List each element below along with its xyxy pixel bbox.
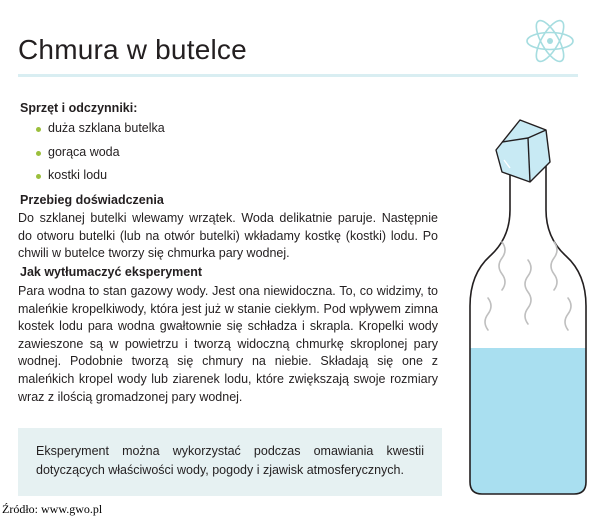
procedure-text: Do szklanej butelki wlewamy wrzątek. Woda delikatnie paruje. Następnie do otworu butelki (lub na otwór butelki) wkładamy kostkę (kostki) lodu. Po chwili w butelce tworzy się chmurka pary wodnej.	[18, 211, 438, 261]
list-item: gorąca woda	[36, 145, 165, 169]
equipment-heading: Sprzęt i odczynniki:	[20, 101, 138, 115]
note-box	[18, 428, 442, 496]
explanation-text: Para wodna to stan gazowy wody. Jest ona niewidoczna. To, co widzimy, to maleńkie kropelkiwody, która jest już w stanie ciekłym. Pod wpływem zimna kostek lodu para wodna gwałtownie się schładza i skrapla. Kropelki wody zawieszone są w powietrzu i tworzą widoczną chmurkę skroplonej pary wodnej. Podobnie tworzą się chmury na niebie. Składają się one z maleńkich kropel wody lub ziarenek lodu, które zwiększają swoje rozmiary wraz z ilością gromadzonej pary wodnej.	[18, 284, 438, 404]
procedure-heading: Przebieg doświadczenia	[20, 193, 164, 207]
water	[470, 348, 586, 494]
source-credit: Źródło: www.gwo.pl	[2, 502, 103, 516]
list-item: kostki lodu	[36, 168, 165, 192]
page-title: Chmura w butelce	[18, 34, 247, 65]
title-divider	[18, 74, 578, 77]
ice-cube	[496, 120, 550, 182]
equipment-list	[36, 121, 165, 192]
list-item: duża szklana butelka	[36, 121, 165, 145]
note-text: Eksperyment można wykorzystać podczas omawiania kwestii dotyczących właściwości wody, pogody i zjawisk atmosferycznych.	[36, 444, 424, 477]
vapor-lines	[485, 242, 571, 330]
explanation-heading: Jak wytłumaczyć eksperyment	[20, 265, 203, 279]
bottle-with-ice-illustration	[458, 110, 598, 502]
atom-icon	[524, 15, 576, 67]
